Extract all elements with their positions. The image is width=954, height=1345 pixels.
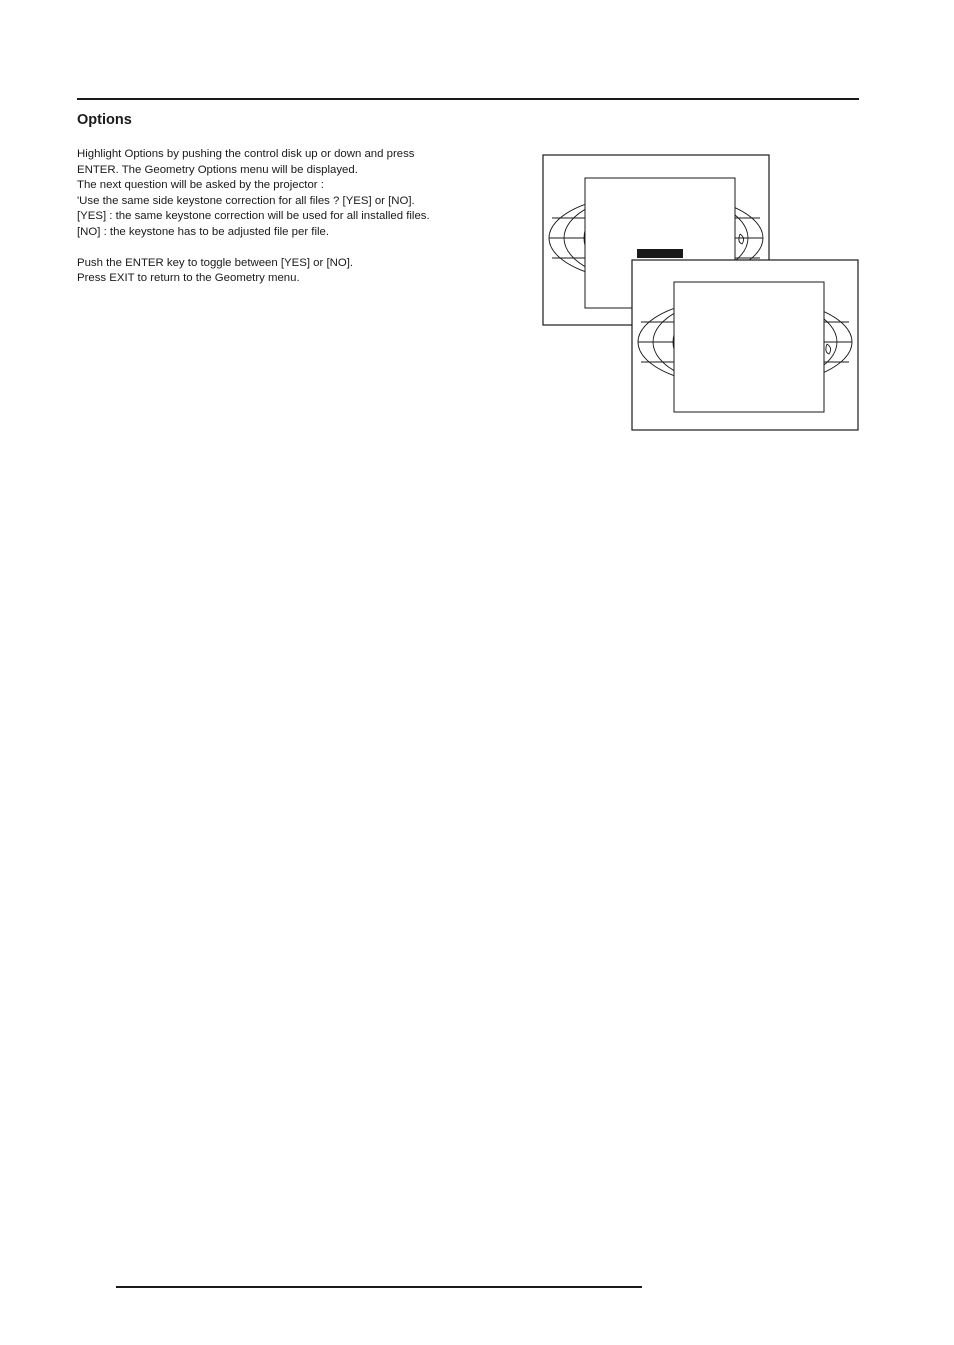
text-line: The next question will be asked by the projector : — [77, 179, 324, 191]
footer-rule — [116, 1286, 642, 1288]
text-line: [YES] : the same keystone correction will be used for all installed files. — [77, 210, 430, 222]
text-line: Push the ENTER key to toggle between [YES] or [NO]. — [77, 256, 354, 269]
text-line: ENTER. The Geometry Options menu will be displayed. — [77, 163, 358, 176]
section-title: Options — [77, 112, 132, 128]
screen-front — [632, 260, 858, 430]
menu-box-front — [674, 282, 824, 412]
text-line: Press EXIT to return to the Geometry menu. — [77, 272, 300, 284]
text-line: 'Use the same side keystone correction for all files ? [YES] or [NO]. — [77, 194, 415, 207]
header-rule — [77, 98, 859, 100]
text-line: [NO] : the keystone has to be adjusted file per file. — [77, 225, 330, 238]
highlight-bar — [637, 249, 683, 258]
paragraph-gap — [77, 240, 477, 256]
menu-screens-svg — [540, 152, 864, 436]
text-line: Highlight Options by pushing the control disk up or down and press — [77, 148, 415, 160]
instruction-text — [77, 147, 477, 287]
menu-screens-illustration — [540, 152, 864, 436]
